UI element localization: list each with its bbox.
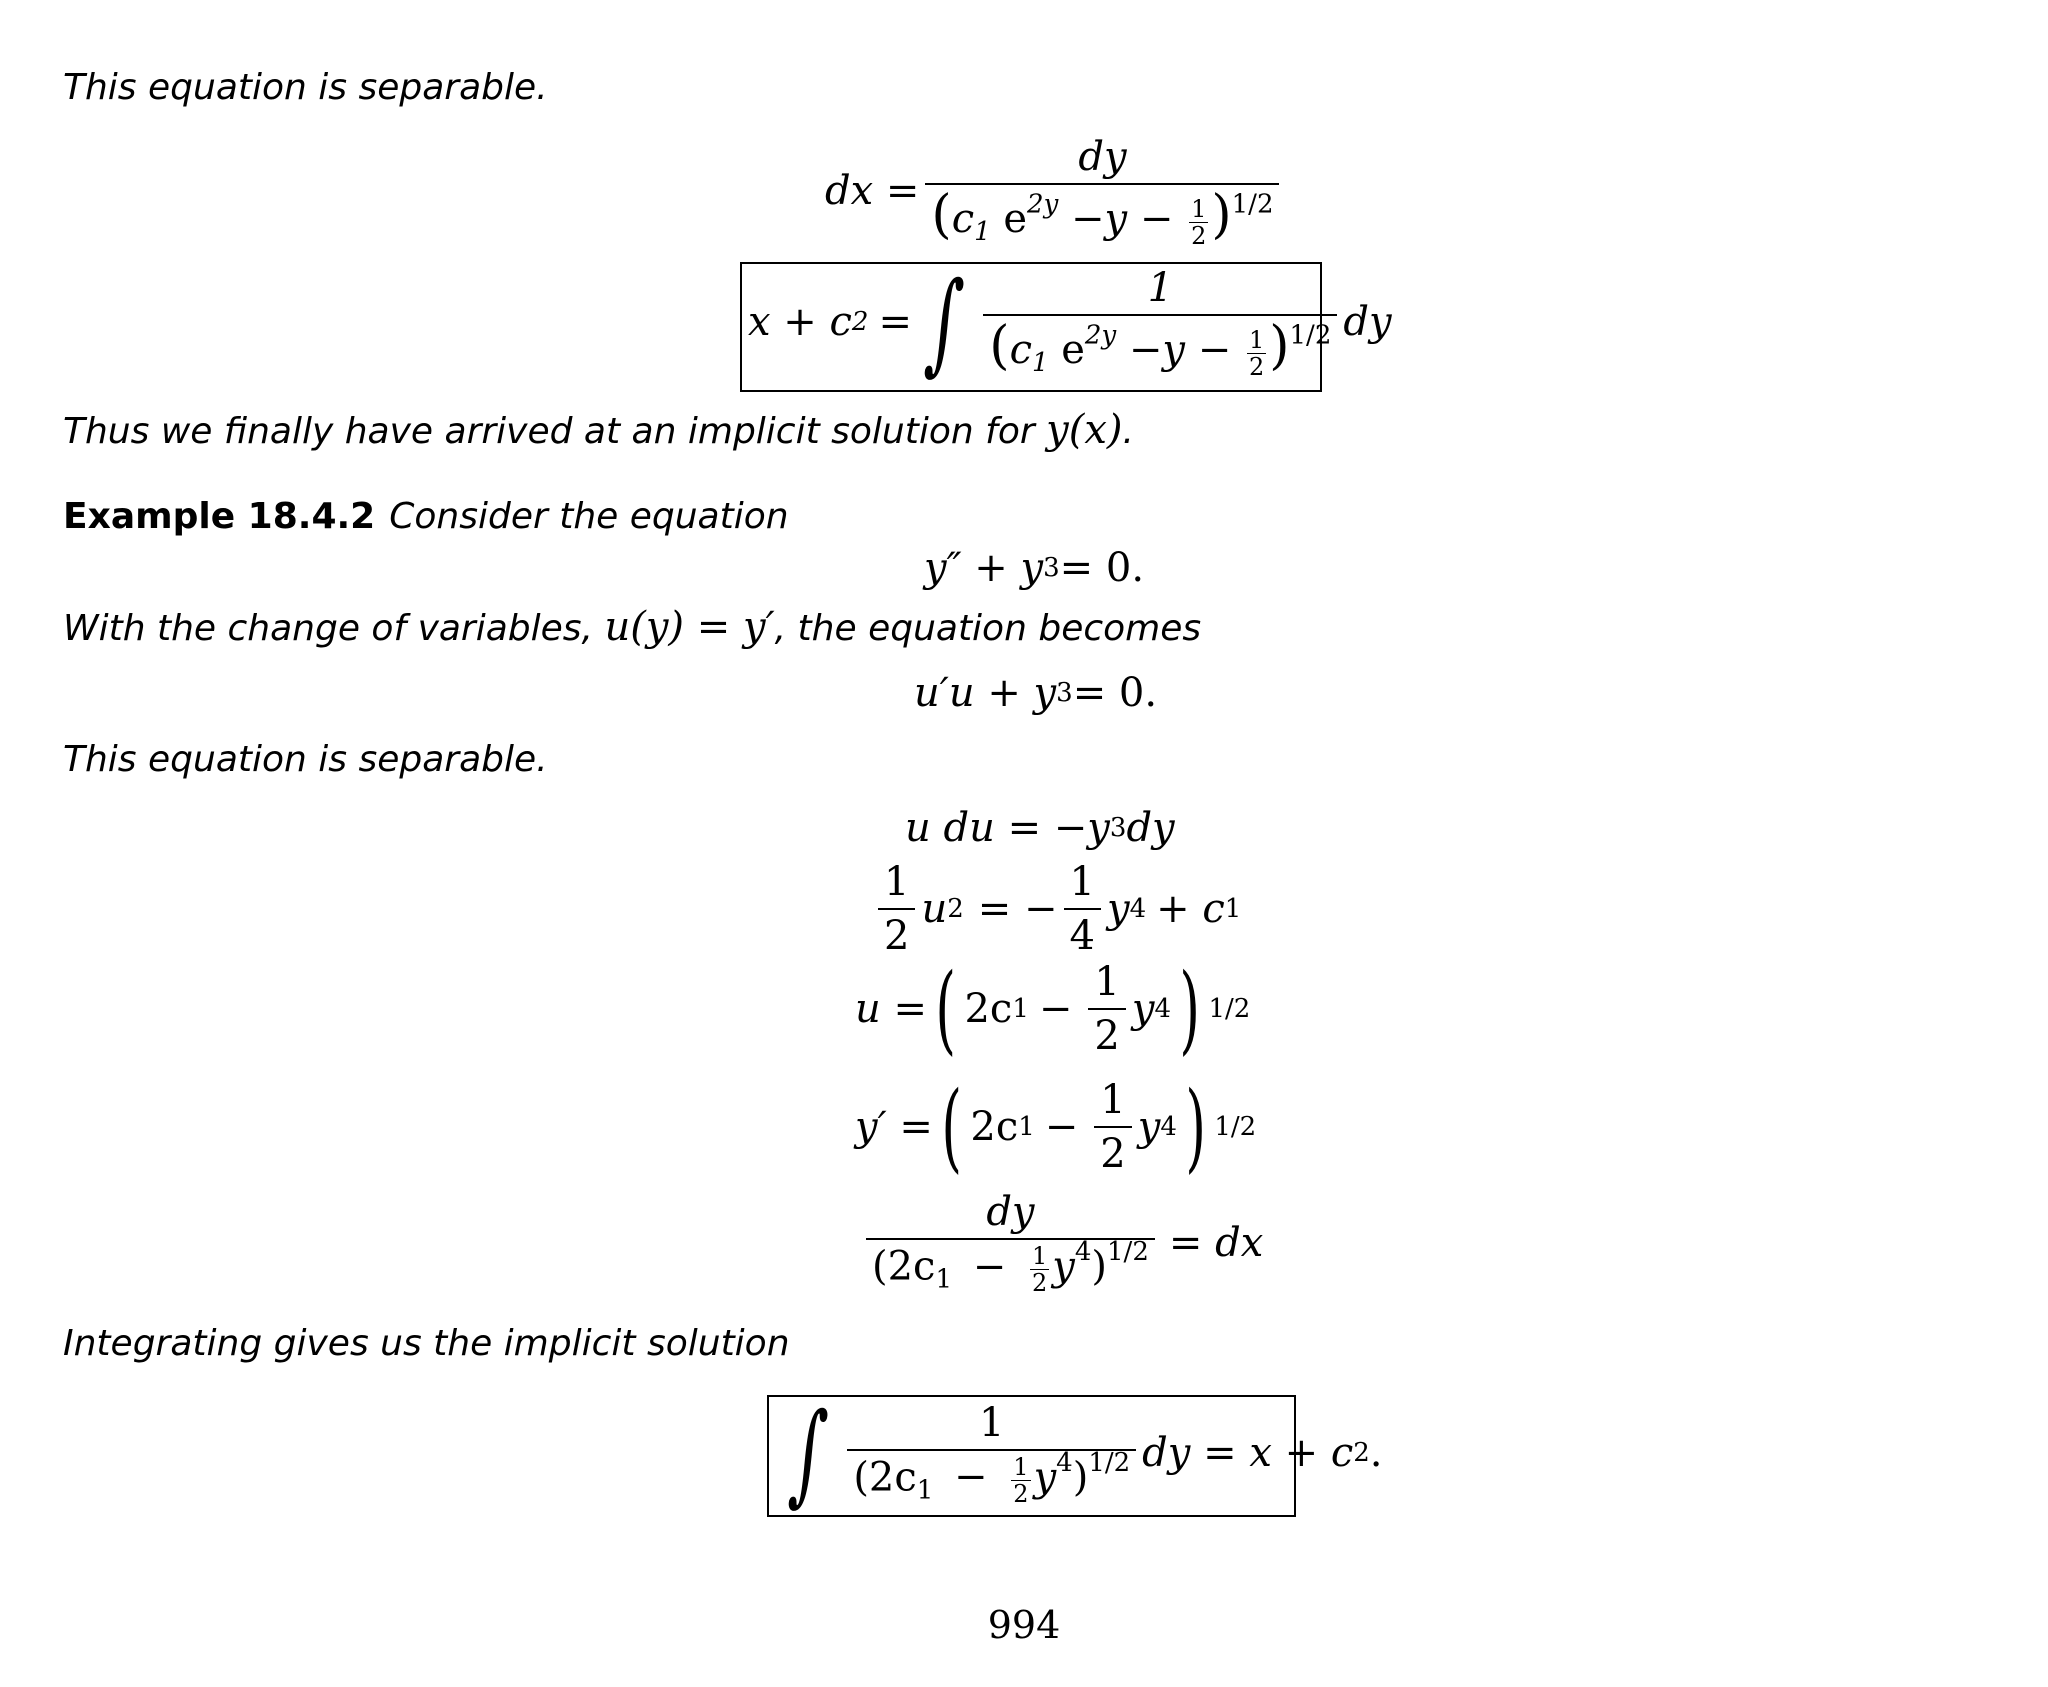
integral-sign: ∫ — [922, 258, 968, 387]
eq2-lhs: x + c — [748, 299, 852, 346]
equation-y-prime: y′ = ( 2c 1 − $\frac{1}{2}$ y 4 ) 1/2 — [855, 1071, 1257, 1183]
page-number: 994 — [987, 1603, 1061, 1647]
paragraph-integrating: Integrating gives us the implicit solution — [63, 1323, 790, 1364]
eq10-fraction: 1 ($2c_1$ − $\frac{1}{2}$ $y^4)^{1/2}$ — [847, 1401, 1136, 1506]
eq1-numerator: dy — [1078, 134, 1127, 180]
equation-final-integral: ∫ 1 ($2c_1$ − $\frac{1}{2}$ $y^4)^{1/2}$ dy = x + c 2 . — [786, 1389, 1383, 1517]
example-label: Example 18.4.2 — [63, 496, 376, 537]
equation-half-u-squared: $\frac{1}{2}$ u 2 = − $\frac{1}{4}$ y 4 + c 1 — [872, 860, 1241, 958]
eq9-fraction: dy ($2c_1$ − $\frac{1}{2}$ $y^4)^{1/2}$ — [866, 1190, 1155, 1295]
integral-sign-2: ∫ — [786, 1389, 832, 1517]
eq1-denominator: ($c_1$ $e^{2y} -y$ − $\frac{1}{2}$ )$^{1/2}$ — [925, 183, 1279, 248]
equation-original: y″ + y 3 = 0. — [924, 545, 1145, 591]
equation-udu: u du = −y 3 dy — [905, 805, 1175, 851]
equation-u: u = ( 2c 1 − $\frac{1}{2}$ y 4 ) 1/2 — [855, 953, 1251, 1065]
equation-dx — [825, 135, 1285, 248]
eq2-dy: dy — [1343, 299, 1392, 346]
example-heading — [63, 495, 789, 539]
paragraph-change-of-variables: With the change of variables, u(y) = y′, the equation becomes — [63, 604, 1202, 650]
example-intro: Consider the equation — [389, 496, 789, 537]
equation-integral-x: x + c 2 = ∫ 1 ($c_1$ $e^{2y} -y$ − $\frac{1}{2}$ )$^{1/2}$ dy — [748, 258, 1392, 387]
paragraph-separable-2: This equation is separable. — [63, 739, 548, 780]
equation-dy-over-dx: dy ($2c_1$ − $\frac{1}{2}$ $y^4)^{1/2}$ = dx — [860, 1190, 1263, 1295]
equation-transformed: u′u + y 3 = 0. — [914, 670, 1158, 716]
paragraph-implicit-solution: Thus we finally have arrived at an implicit solution for y(x). — [63, 407, 1134, 453]
eq1-fraction — [925, 135, 1279, 248]
paragraph-separable-1: This equation is separable. — [63, 67, 548, 108]
eq2-fraction: 1 ($c_1$ $e^{2y} -y$ − $\frac{1}{2}$ )$^{1/2}$ — [983, 266, 1337, 379]
eq1-lhs: dx = — [825, 168, 920, 215]
